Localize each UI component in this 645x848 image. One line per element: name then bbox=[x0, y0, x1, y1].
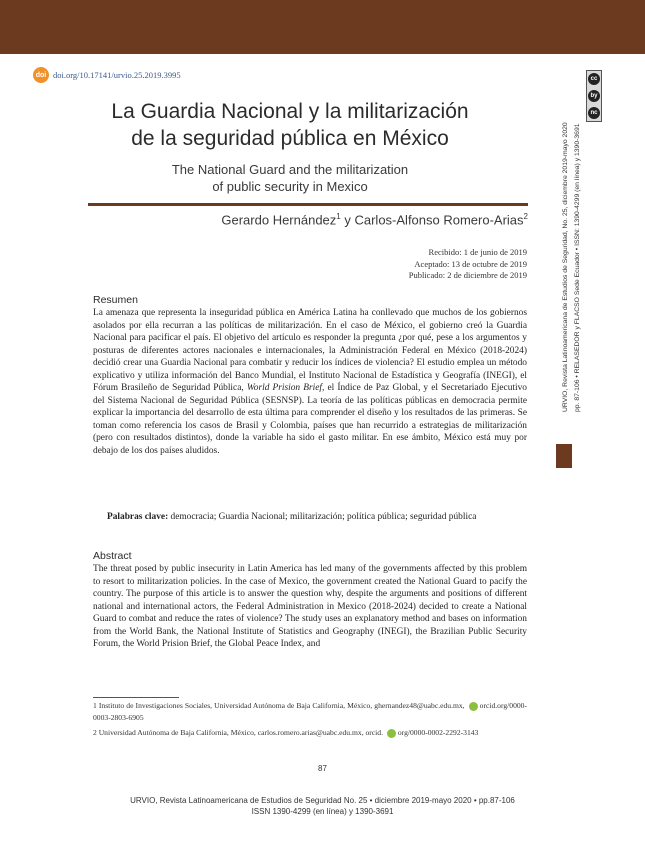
sidebar-journal-line: URVIO, Revista Latinoamericana de Estudios de Seguridad, No. 25, diciembre 2019-mayo 2020 bbox=[562, 122, 569, 412]
published-date: Publicado: 2 de diciembre de 2019 bbox=[408, 270, 527, 280]
author-1: Gerardo Hernández bbox=[221, 212, 337, 228]
by-icon: by bbox=[588, 90, 600, 102]
author-2-ref: 2 bbox=[523, 212, 528, 221]
resumen-heading: Resumen bbox=[93, 294, 138, 306]
footnote-2-orcid[interactable]: org/0000-0002-2292-3143 bbox=[397, 728, 479, 737]
footer-journal-line: URVIO, Revista Latinoamericana de Estudios de Seguridad No. 25 • diciembre 2019-mayo 2020 • pp.87-106 bbox=[130, 796, 515, 805]
subtitle-line-2: of public security in Mexico bbox=[212, 179, 368, 194]
authors bbox=[88, 212, 528, 227]
footer-issn-line: ISSN 1390-4299 (en línea) y 1390-3691 bbox=[251, 807, 394, 816]
keywords-list: democracia; Guardia Nacional; militarización; política pública; seguridad pública bbox=[168, 512, 477, 522]
sidebar-issn-line: pp. 87-106 • RELASEDOR y FLACSO Sede Ecuador • ISSN: 1390-4299 (en línea) y 1390-3691 bbox=[574, 123, 581, 412]
cc-icon: cc bbox=[588, 73, 600, 85]
article-title bbox=[60, 98, 520, 152]
doi-row[interactable] bbox=[33, 67, 181, 83]
orcid-icon bbox=[469, 702, 478, 711]
footnote-2-text: 2 Universidad Autónoma de Baja California, México, carlos.romero.arias@uabc.edu.mx, orcid. bbox=[93, 728, 383, 737]
author-2: Carlos-Alfonso Romero-Arias bbox=[354, 212, 524, 228]
publication-dates bbox=[409, 247, 527, 282]
article-subtitle bbox=[60, 161, 520, 195]
keywords bbox=[93, 511, 527, 524]
resumen-italic: World Prision Brief bbox=[246, 383, 322, 394]
keywords-label: Palabras clave: bbox=[107, 512, 169, 522]
footnote-1-orcid[interactable]: orcid.org/0000-0003-2803-6905 bbox=[93, 701, 527, 722]
doi-icon: doi bbox=[33, 67, 49, 83]
doi-link[interactable]: doi.org/10.17141/urvio.25.2019.3995 bbox=[53, 70, 181, 80]
accepted-date: Aceptado: 13 de octubre de 2019 bbox=[414, 258, 527, 269]
footnote-divider bbox=[93, 697, 179, 698]
orcid-icon bbox=[387, 729, 396, 738]
title-line-1: La Guardia Nacional y la militarización bbox=[111, 100, 469, 123]
footnote-1 bbox=[93, 700, 527, 723]
top-banner bbox=[0, 0, 645, 54]
sidebar-tab-marker bbox=[556, 444, 572, 468]
resumen-text-part-2: , el Índice de Paz Global, y el Secretariado Ejecutivo del Sistema Nacional de Seguridad Pública (SESNSP). La teoría de las políticas públicas en democracia permite explicar la importancia del desarrollo de esta última para comprender el diseño y los resultados de las primeras. Se toman como referencia los casos de Brasil y Colombia, países que han recurrido a estrategias de militarización (pero con resultados distintos), donde la variable ha sido el gasto militar. En ese ámbito, México está muy por debajo de los dos países aludidos. bbox=[93, 383, 527, 457]
author-1-ref: 1 bbox=[336, 212, 341, 221]
subtitle-line-1: The National Guard and the militarization bbox=[171, 162, 409, 177]
nc-icon: nc bbox=[588, 107, 600, 119]
author-separator: y bbox=[340, 212, 355, 228]
title-line-2: de la seguridad pública en México bbox=[131, 127, 449, 150]
page-number: 87 bbox=[318, 764, 327, 773]
abstract-heading: Abstract bbox=[93, 550, 132, 562]
abstract-text: The threat posed by public insecurity in Latin America has led many of the governments affected by this problem to resort to militarization policies. In the case of Mexico, the government created the National Guard to pacify the country. The purpose of this article is to answer the question why, despite the arguments and positions of different national and international actors, the Federal Administration in Mexico (2018-2024) decided to create a National Guard to combat and reduce the rates of violence? The study uses an explanatory method and bases on information from the World Bank, the National Institute of Statistics and Geography (INEGI), the Brazilian Public Security Forum, the World Prision Brief, the Global Peace Index, and bbox=[93, 564, 527, 650]
received-date: Recibido: 1 de junio de 2019 bbox=[428, 247, 527, 257]
cc-license-badge[interactable] bbox=[586, 70, 602, 122]
footnote-1-text: 1 Instituto de Investigaciones Sociales, Universidad Autónoma de Baja California, México, ghernandez48@uabc.edu.mx, bbox=[93, 701, 465, 710]
title-divider bbox=[88, 203, 528, 206]
resumen-text-part-1: La amenaza que representa la inseguridad pública en América Latina ha conllevado que muchos de los gobiernos asolados por ella recurran a las políticas de militarización. En el caso de México, el gobierno creó la Guardia Nacional para pacificar el país. El objetivo del artículo es responder la pregunta ¿por qué, pese a los argumentos y posturas de diferentes actores nacionales e internacionales, la Administración Federal en México (2018-2024) decidió crear una Guardia Nacional para combatir y reducir los índices de violencia? El estudio emplea un método explicativo y utiliza información del Banco Mundial, el Instituto Nacional de Estadística y Geografía (INEGI), el Fórum Brasileño de Seguridad Pública, bbox=[93, 308, 527, 394]
resumen-text bbox=[93, 307, 527, 458]
footnote-2 bbox=[93, 727, 527, 739]
